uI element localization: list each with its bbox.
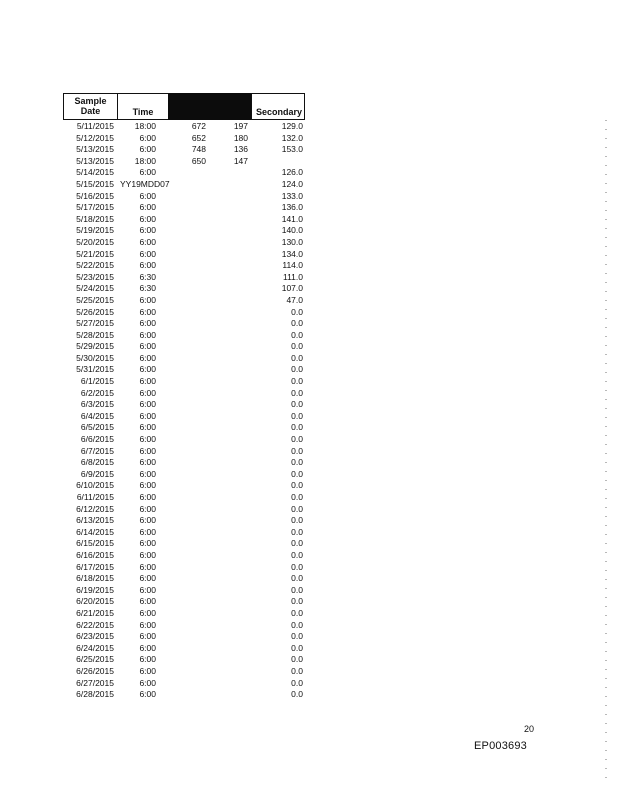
cell-time: 6:00 [139,364,156,375]
cell-time: 6:00 [139,584,156,595]
table-row [0,318,320,330]
table-row [0,515,320,527]
cell-date: 5/14/2015 [76,167,114,178]
cell-value-b: 180 [233,132,248,143]
cell-time: 6:00 [139,665,156,676]
cell-secondary: 0.0 [291,515,303,526]
cell-secondary: 130.0 [281,236,303,247]
cell-secondary: 0.0 [291,549,303,560]
cell-time: 6:00 [139,480,156,491]
cell-secondary: 0.0 [291,573,303,584]
cell-secondary: 47.0 [286,294,303,305]
cell-secondary: 0.0 [291,376,303,387]
header-secondary [251,93,305,120]
cell-time: YY19MDD07 [120,178,170,189]
table-row [0,330,320,342]
cell-time: 6:30 [139,283,156,294]
table-row [0,121,320,133]
cell-date: 6/15/2015 [76,538,114,549]
cell-date: 5/19/2015 [76,225,114,236]
cell-time: 6:00 [139,352,156,363]
cell-date: 6/2/2015 [80,387,114,398]
cell-secondary: 111.0 [282,271,303,282]
cell-date: 6/26/2015 [76,665,114,676]
cell-time: 6:00 [139,503,156,514]
table-row [0,364,320,376]
cell-date: 5/11/2015 [76,121,114,131]
cell-time: 6:00 [139,410,156,421]
cell-secondary: 114.0 [282,260,303,271]
cell-date: 5/31/2015 [76,364,114,375]
cell-date: 5/29/2015 [76,341,114,352]
cell-date: 6/10/2015 [76,480,114,491]
cell-secondary: 0.0 [291,468,303,479]
cell-secondary: 153.0 [281,144,303,155]
cell-date: 5/13/2015 [76,144,114,155]
cell-date: 6/5/2015 [80,422,114,433]
table-row [0,237,320,249]
cell-date: 6/4/2015 [80,410,114,421]
cell-date: 5/27/2015 [76,318,114,329]
cell-secondary: 0.0 [291,607,303,618]
cell-secondary: 141.0 [281,213,303,224]
table-row [0,562,320,574]
cell-date: 6/1/2015 [80,376,114,387]
cell-time: 6:00 [139,248,156,259]
cell-time: 6:00 [139,167,156,178]
cell-secondary: 0.0 [291,689,303,700]
cell-date: 6/25/2015 [76,654,114,665]
cell-value-a: 748 [191,144,206,155]
cell-date: 6/23/2015 [76,631,114,642]
cell-secondary: 0.0 [291,619,303,630]
cell-date: 6/27/2015 [76,677,114,688]
data-table-body [0,121,320,701]
cell-date: 6/16/2015 [76,549,114,560]
table-row [0,144,320,156]
cell-date: 6/7/2015 [80,445,114,456]
cell-date: 6/18/2015 [76,573,114,584]
header-time-label: Time [132,107,154,117]
cell-time: 6:00 [139,225,156,236]
cell-secondary: 0.0 [291,341,303,352]
cell-value-a: 672 [191,121,206,131]
cell-date: 6/12/2015 [76,503,114,514]
table-row [0,480,320,492]
header-secondary-label: Secondary [255,107,302,117]
table-row [0,295,320,307]
table-row [0,666,320,678]
table-row [0,596,320,608]
table-row [0,654,320,666]
cell-secondary: 0.0 [291,329,303,340]
cell-secondary: 136.0 [281,202,303,213]
cell-time: 6:00 [139,318,156,329]
cell-date: 6/14/2015 [76,526,114,537]
cell-time: 18:00 [134,155,156,166]
cell-time: 6:00 [139,329,156,340]
cell-secondary: 0.0 [291,387,303,398]
cell-time: 6:30 [139,271,156,282]
table-row [0,608,320,620]
cell-secondary: 0.0 [291,654,303,665]
cell-date: 6/17/2015 [76,561,114,572]
cell-date: 5/23/2015 [76,271,114,282]
cell-date: 5/30/2015 [76,352,114,363]
cell-secondary: 0.0 [291,561,303,572]
cell-time: 18:00 [134,121,156,131]
cell-date: 6/21/2015 [76,607,114,618]
table-row [0,214,320,226]
cell-time: 6:00 [139,596,156,607]
table-row [0,678,320,690]
cell-secondary: 0.0 [291,642,303,653]
cell-date: 6/13/2015 [76,515,114,526]
cell-date: 5/20/2015 [76,236,114,247]
table-row [0,307,320,319]
cell-secondary: 134.0 [281,248,303,259]
cell-secondary: 0.0 [291,399,303,410]
redaction-block [168,93,252,120]
cell-time: 6:00 [139,445,156,456]
cell-secondary: 129.0 [281,121,303,131]
cell-secondary: 0.0 [291,422,303,433]
cell-date: 6/8/2015 [80,457,114,468]
cell-value-a: 650 [191,155,206,166]
cell-time: 6:00 [139,631,156,642]
cell-date: 5/21/2015 [76,248,114,259]
cell-date: 6/9/2015 [80,468,114,479]
cell-time: 6:00 [139,144,156,155]
cell-secondary: 0.0 [291,526,303,537]
cell-time: 6:00 [139,457,156,468]
header-time [117,93,169,120]
cell-secondary: 0.0 [291,631,303,642]
cell-value-b: 147 [233,155,248,166]
scan-edge-artifact [605,120,607,780]
header-sample-date-label: Sample Date [74,96,107,116]
cell-time: 6:00 [139,132,156,143]
cell-time: 6:00 [139,607,156,618]
table-row [0,550,320,562]
table-row [0,272,320,284]
cell-time: 6:00 [139,260,156,271]
cell-date: 6/28/2015 [76,689,114,700]
table-row [0,388,320,400]
cell-date: 5/18/2015 [76,213,114,224]
cell-date: 6/6/2015 [80,434,114,445]
cell-secondary: 0.0 [291,410,303,421]
cell-secondary: 0.0 [291,584,303,595]
cell-date: 5/15/2015 [76,178,114,189]
cell-secondary: 0.0 [291,492,303,502]
table-row [0,643,320,655]
cell-secondary: 0.0 [291,364,303,375]
cell-time: 6:00 [139,654,156,665]
cell-time: 6:00 [139,341,156,352]
cell-time: 6:00 [139,468,156,479]
table-row [0,585,320,597]
cell-secondary: 126.0 [281,167,303,178]
table-row [0,527,320,539]
cell-time: 6:00 [139,561,156,572]
cell-secondary: 133.0 [281,190,303,201]
table-row [0,457,320,469]
cell-date: 5/12/2015 [76,132,114,143]
cell-secondary: 140.0 [281,225,303,236]
cell-date: 5/28/2015 [76,329,114,340]
cell-time: 6:00 [139,538,156,549]
cell-time: 6:00 [139,642,156,653]
cell-value-b: 197 [233,121,248,131]
cell-time: 6:00 [139,689,156,700]
table-row [0,225,320,237]
table-row [0,249,320,261]
cell-date: 5/25/2015 [76,294,114,305]
cell-date: 6/20/2015 [76,596,114,607]
cell-time: 6:00 [139,549,156,560]
cell-secondary: 0.0 [291,503,303,514]
cell-time: 6:00 [139,399,156,410]
cell-secondary: 0.0 [291,677,303,688]
cell-time: 6:00 [139,294,156,305]
table-row [0,492,320,504]
cell-secondary: 0.0 [291,665,303,676]
table-row [0,446,320,458]
table-row [0,191,320,203]
cell-secondary: 0.0 [291,457,303,468]
cell-time: 6:00 [139,202,156,213]
cell-time: 6:00 [139,422,156,433]
table-row [0,179,320,191]
header-sample-date [63,93,118,120]
cell-secondary: 0.0 [291,538,303,549]
cell-date: 6/19/2015 [76,584,114,595]
cell-secondary: 0.0 [291,596,303,607]
cell-date: 6/24/2015 [76,642,114,653]
cell-time: 6:00 [139,526,156,537]
cell-time: 6:00 [139,677,156,688]
table-row [0,156,320,168]
table-row [0,202,320,214]
cell-secondary: 132.0 [281,132,303,143]
cell-time: 6:00 [139,376,156,387]
table-row [0,411,320,423]
cell-time: 6:00 [139,236,156,247]
cell-date: 5/24/2015 [76,283,114,294]
table-row [0,133,320,145]
cell-time: 6:00 [139,190,156,201]
cell-date: 5/22/2015 [76,260,114,271]
cell-time: 6:00 [139,515,156,526]
table-row [0,573,320,585]
table-row [0,399,320,411]
table-row [0,469,320,481]
table-row [0,167,320,179]
cell-secondary: 107.0 [281,283,303,294]
cell-date: 5/26/2015 [76,306,114,317]
cell-secondary: 0.0 [291,445,303,456]
table-row [0,620,320,632]
table-row [0,434,320,446]
table-row [0,689,320,701]
cell-value-a: 652 [191,132,206,143]
cell-time: 6:00 [139,387,156,398]
bates-number: EP003693 [474,740,527,752]
cell-date: 6/22/2015 [76,619,114,630]
table-row [0,538,320,550]
cell-date: 6/3/2015 [80,399,114,410]
cell-time: 6:00 [139,306,156,317]
cell-date: 5/17/2015 [76,202,114,213]
cell-secondary: 0.0 [291,434,303,445]
cell-date: 5/16/2015 [76,190,114,201]
table-row [0,341,320,353]
cell-secondary: 0.0 [291,480,303,491]
cell-time: 6:00 [139,573,156,584]
cell-value-b: 136 [233,144,248,155]
table-row [0,353,320,365]
cell-date: 6/11/2015 [76,492,114,502]
cell-secondary: 0.0 [291,318,303,329]
table-row [0,376,320,388]
cell-date: 5/13/2015 [76,155,114,166]
table-row [0,283,320,295]
table-row [0,422,320,434]
cell-time: 6:00 [139,619,156,630]
cell-time: 6:00 [139,213,156,224]
table-row [0,504,320,516]
table-row [0,631,320,643]
cell-time: 6:00 [139,434,156,445]
page-number: 20 [524,724,535,734]
table-row [0,260,320,272]
cell-secondary: 124.0 [281,178,303,189]
cell-secondary: 0.0 [291,352,303,363]
cell-time: 6:00 [139,492,156,502]
cell-secondary: 0.0 [291,306,303,317]
